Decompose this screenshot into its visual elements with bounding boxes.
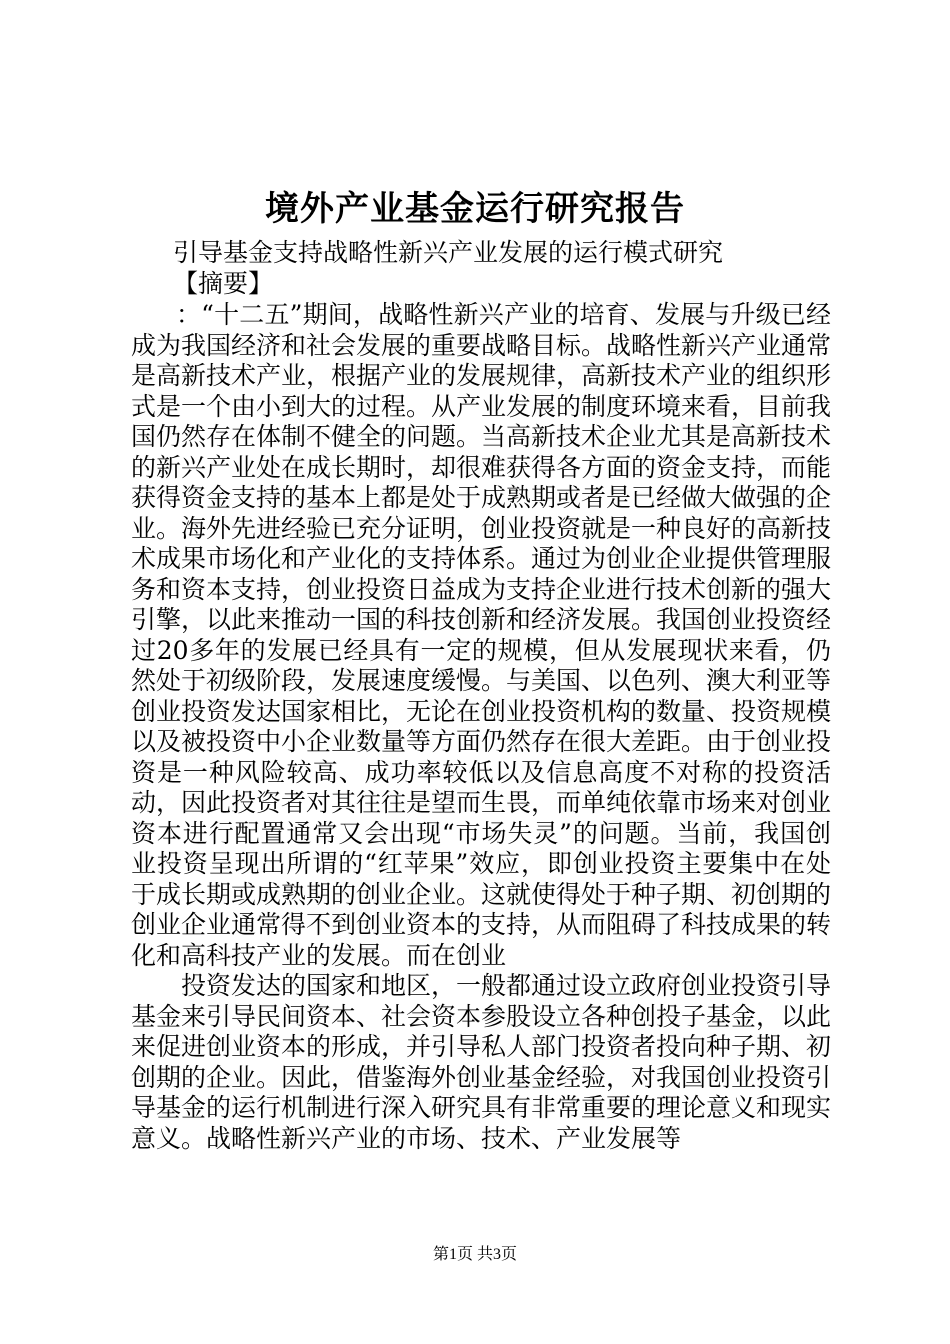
abstract-label: 【摘要】: [173, 269, 274, 298]
document-subtitle: 引导基金支持战略性新兴产业发展的运行模式研究: [173, 238, 724, 267]
document-title: 境外产业基金运行研究报告: [265, 189, 685, 229]
body-text: [131, 300, 831, 1154]
page-footer: 第1页 共3页: [432, 1246, 517, 1263]
paragraph: 投资发达的国家和地区，一般都通过设立政府创业投资引导基金来引导民间资本、社会资本参股设立各种创投子基金，以此来促进创业资本的形成，并引导私人部门投资者投向种子期、初创期的企业。因此，借鉴海外创业基金经验，对我国创业投资引导基金的运行机制进行深入研究具有非常重要的理论意义和现实意义。战略性新兴产业的市场、技术、产业发展等: [131, 971, 832, 1153]
paragraph: ：“十二五”期间，战略性新兴产业的培育、发展与升级已经成为我国经济和社会发展的重要战略目标。战略性新兴产业通常是高新技术产业，根据产业的发展规律，高新技术产业的组织形式是一个由小到大的过程。从产业发展的制度环境来看，目前我国仍然存在体制不健全的问题。当高新技术企业尤其是高新技术的新兴产业处在成长期时，却很难获得各方面的资金支持，而能获得资金支持的基本上都是处于成熟期或者是已经做大做强的企业。海外先进经验已充分证明，创业投资就是一种良好的高新技术成果市场化和产业化的支持体系。通过为创业企业提供管理服务和资本支持，创业投资日益成为支持企业进行技术创新的强大引擎，以此来推动一国的科技创新和经济发展。我国创业投资经过20多年的发展已经具有一定的规模，但从发展现状来看，仍然处于初级阶段，发展速度缓慢。与美国、以色列、澳大利亚等创业投资发达国家相比，无论在创业投资机构的数量、投资规模以及被投资中小企业数量等方面仍然存在很大差距。由于创业投资是一种风险较高、成功率较低以及信息高度不对称的投资活动，因此投资者对其往往是望而生畏，而单纯依靠市场来对创业资本进行配置通常又会出现“市场失灵”的问题。当前，我国创业投资呈现出所谓的“红苹果”效应，即创业投资主要集中在处于成长期或成熟期的创业企业。这就使得处于种子期、初创期的创业企业通常得不到创业资本的支持，从而阻碍了科技成果的转化和高科技产业的发展。而在创业: [131, 300, 832, 970]
